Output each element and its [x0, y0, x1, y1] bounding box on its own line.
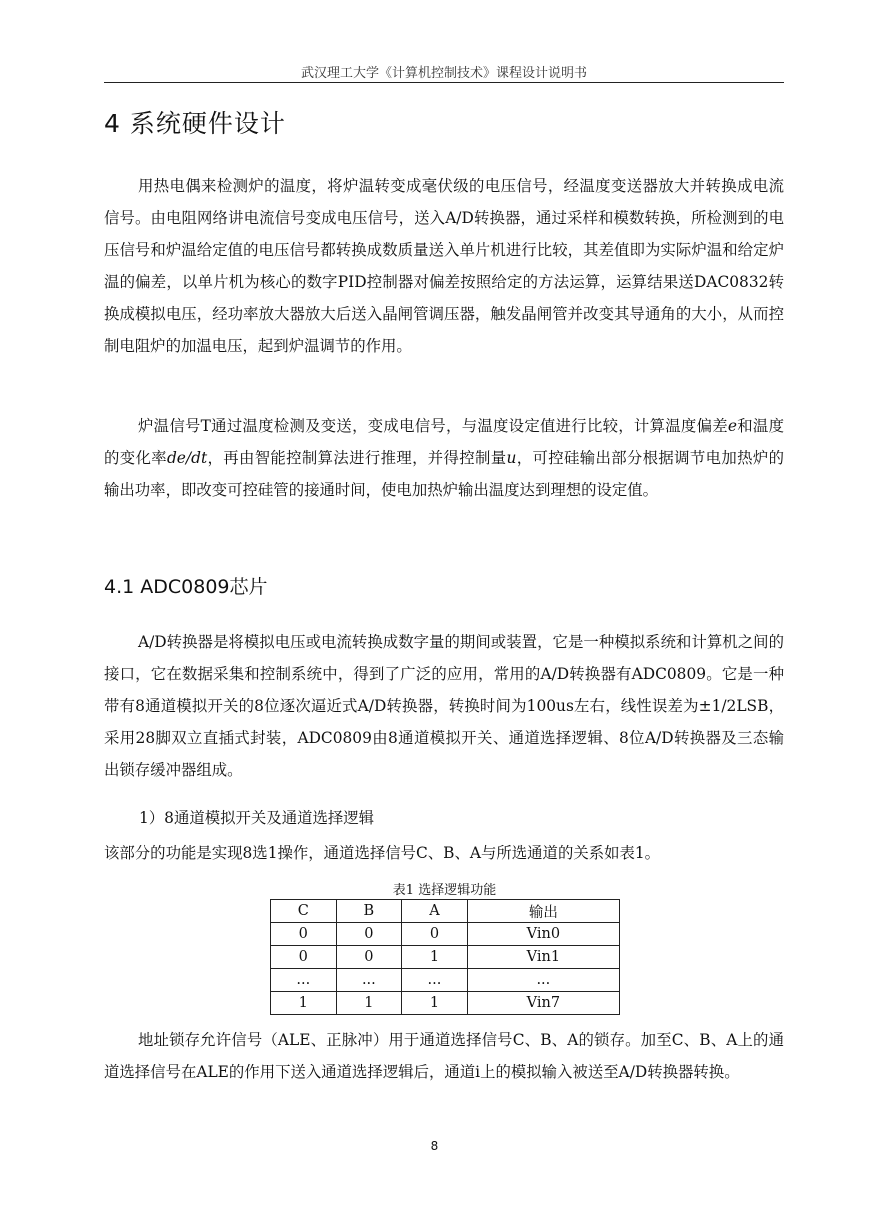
math-u: u [506, 449, 517, 467]
table-header-row [271, 900, 620, 923]
table-header-cell: A [402, 900, 468, 923]
table-row [271, 946, 620, 969]
paragraph-5: 地址锁存允许信号（ALE、正脉冲）用于通道选择信号C、B、A的锁存。加至C、B、A上的通道选择信号在ALE的作用下送入通道选择逻辑后，通道i上的模拟输入被送至A/D转换器转换。 [104, 1031, 784, 1081]
para2-text-3: ，再由智能控制算法进行推理，并得控制量 [207, 449, 507, 467]
list-item-1: 1）8通道模拟开关及通道选择逻辑 [139, 809, 375, 827]
table-cell: Vin1 [467, 946, 619, 969]
table-cell: Vin7 [467, 992, 619, 1015]
table-caption: 表1 选择逻辑功能 [392, 883, 497, 898]
table-cell: 0 [336, 923, 402, 946]
table-cell: 0 [271, 923, 337, 946]
table-header-cell: B [336, 900, 402, 923]
para2-text-2: 和温度的变化率 [104, 417, 784, 467]
table-header-cell: 输出 [467, 900, 619, 923]
table-cell: 1 [402, 992, 468, 1015]
table-cell: 1 [271, 992, 337, 1015]
table-cell: ... [336, 969, 402, 992]
paragraph-2 [104, 410, 784, 506]
header-rule [104, 82, 784, 83]
table-row [271, 992, 620, 1015]
math-e: e [727, 417, 737, 435]
table-cell: ... [271, 969, 337, 992]
selection-logic-table [270, 899, 620, 1015]
table-header-cell: C [271, 900, 337, 923]
table-cell: ... [402, 969, 468, 992]
table-cell: 1 [336, 992, 402, 1015]
table-row [271, 923, 620, 946]
table-cell: 0 [336, 946, 402, 969]
paragraph-4: 该部分的功能是实现8选1操作，通道选择信号C、B、A与所选通道的关系如表1。 [104, 844, 661, 862]
table-cell: 1 [402, 946, 468, 969]
page-header: 武汉理工大学《计算机控制技术》课程设计说明书 [300, 66, 587, 81]
table-cell: 0 [402, 923, 468, 946]
section-title: 4 系统硬件设计 [104, 109, 286, 138]
para2-text-1: 炉温信号T通过温度检测及变送，变成电信号，与温度设定值进行比较，计算温度偏差 [138, 417, 728, 435]
table-cell: Vin0 [467, 923, 619, 946]
paragraph-1: 用热电偶来检测炉的温度，将炉温转变成毫伏级的电压信号，经温度变送器放大并转换成电流信号。由电阻网络讲电流信号变成电压信号，送入A/D转换器，通过采样和模数转换，所检测到的电压信号和炉温给定值的电压信号都转换成数质量送入单片机进行比较，其差值即为实际炉温和给定炉温的偏差，以单片机为核心的数字PID控制器对偏差按照给定的方法运算，运算结果送DAC0832转换成模拟电压，经功率放大器放大后送入晶闸管调压器，触发晶闸管并改变其导通角的大小，从而控制电阻炉的加温电压，起到炉温调节的作用。 [104, 177, 784, 355]
table-row [271, 969, 620, 992]
paragraph-3: A/D转换器是将模拟电压或电流转换成数字量的期间或装置，它是一种模拟系统和计算机之间的接口，它在数据采集和控制系统中，得到了广泛的应用，常用的A/D转换器有ADC0809。它是一种带有8通道模拟开关的8位逐次逼近式A/D转换器，转换时间为100us左右，线性误差为±1/2LSB，采用28脚双立直插式封装，ADC0809由8通道模拟开关、通道选择逻辑、8位A/D转换器及三态输出锁存缓冲器组成。 [104, 633, 784, 779]
table-cell: ... [467, 969, 619, 992]
subsection-title: 4.1 ADC0809芯片 [104, 576, 268, 598]
para2-text-4: ，可控硅输出部分根据调节电加热炉的输出功率，即改变可控硅管的接通时间，使电加热炉输出温度达到理想的设定值。 [104, 449, 784, 499]
math-dedt: de/dt [166, 449, 208, 467]
table-cell: 0 [271, 946, 337, 969]
page-number: 8 [430, 1139, 439, 1153]
